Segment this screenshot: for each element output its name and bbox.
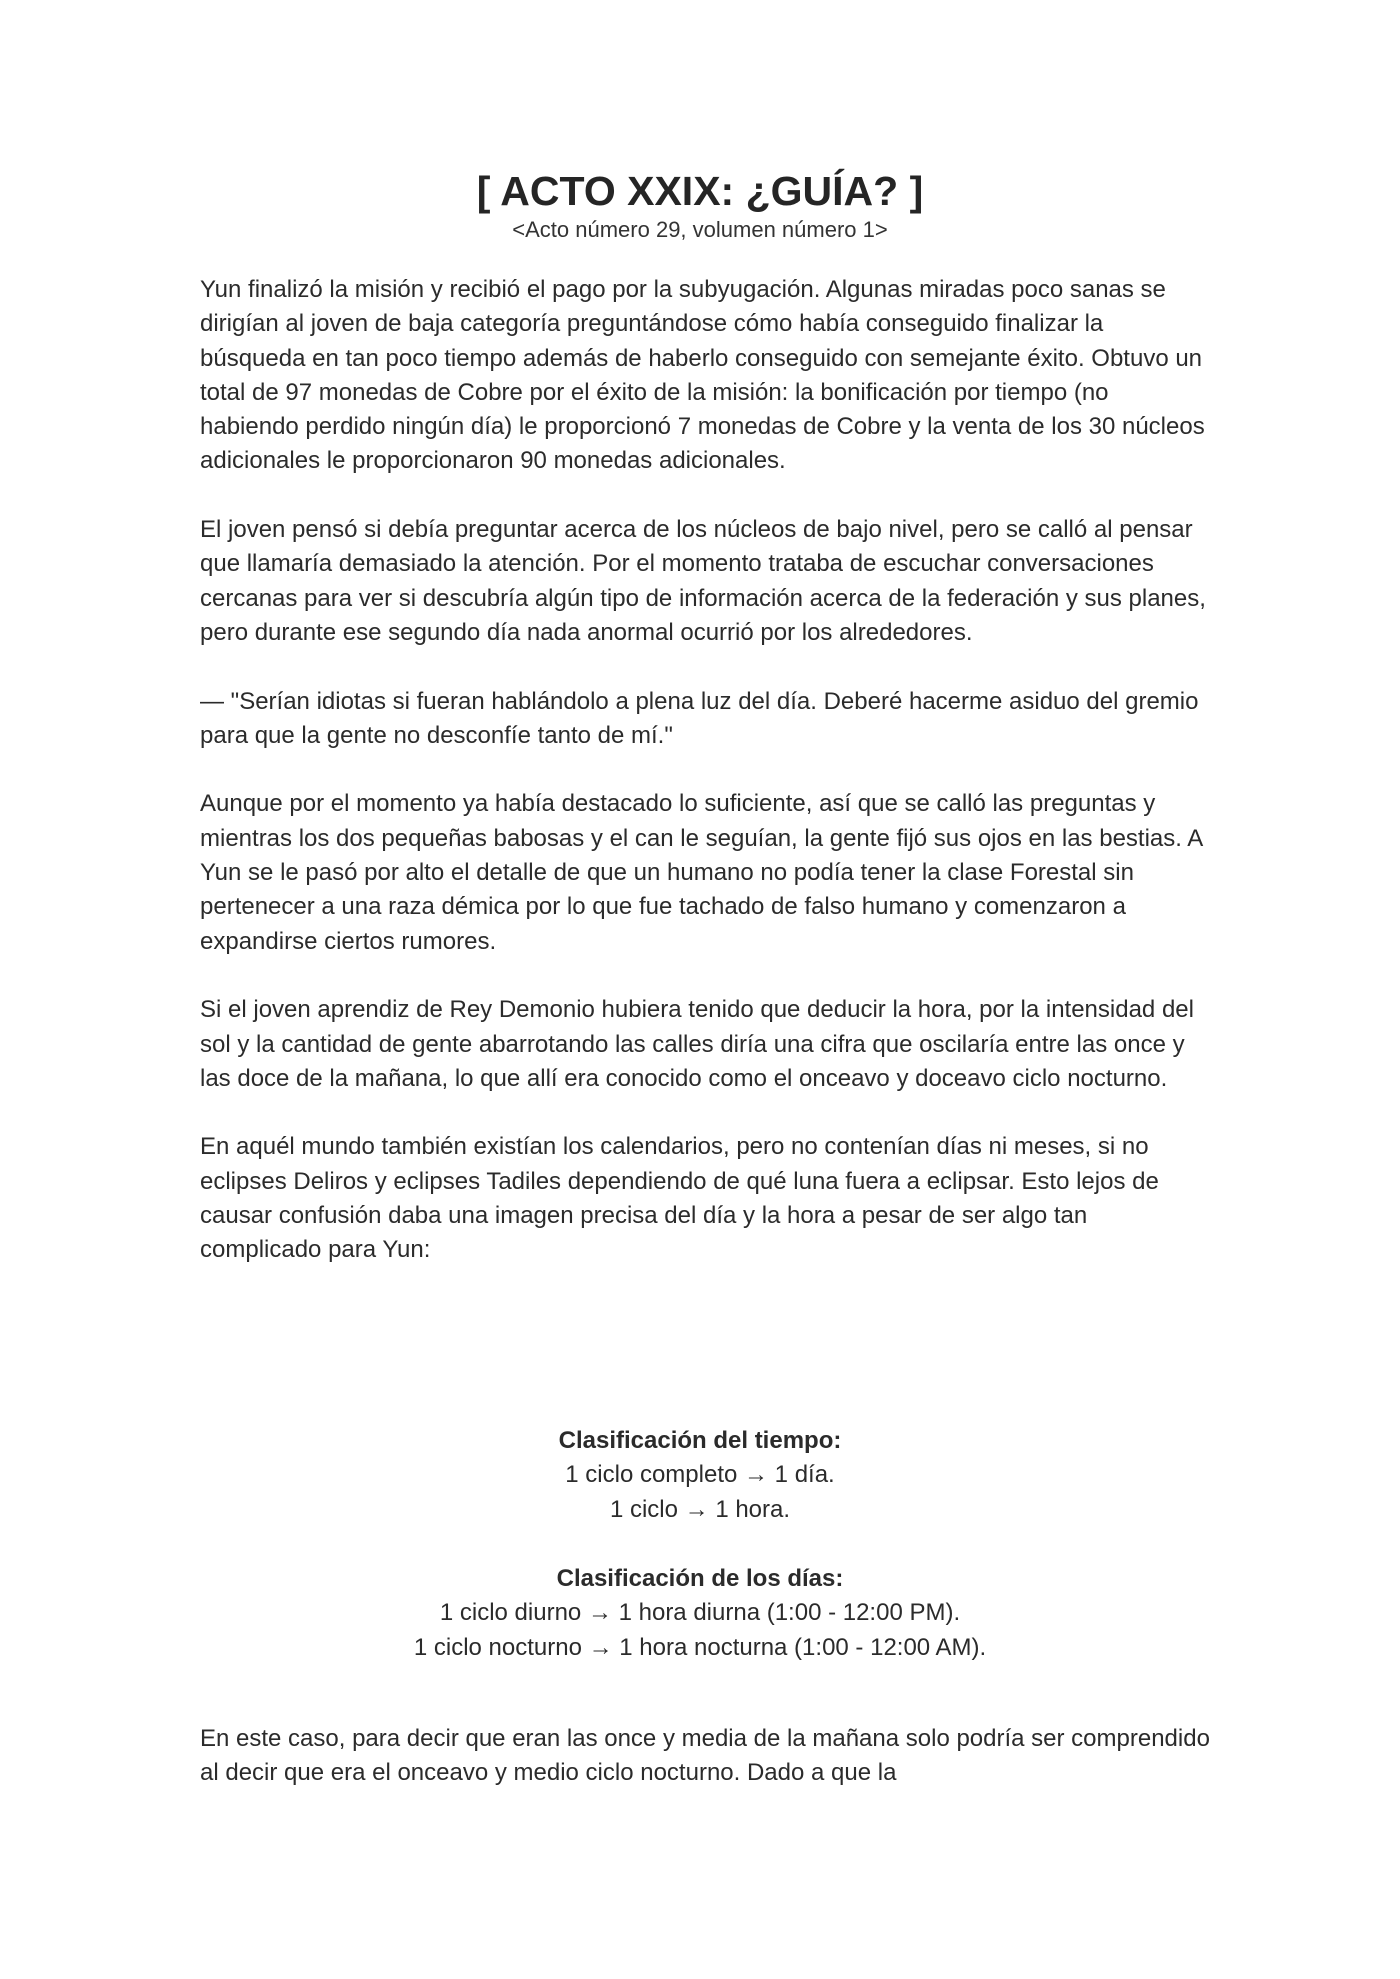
time-classification-line: 1 ciclo → 1 hora. <box>609 1495 791 1523</box>
paragraph: Si el joven aprendiz de Rey Demonio hubiera tenido que deducir la hora, por la intensidad del sol y la cantidad de gente abarrotando las calles diría una cifra que oscilaría entre las once y las doce de la mañana, lo que allí era conocido como el onceavo y doceavo ciclo nocturno. <box>200 996 1194 1092</box>
paragraph: Yun finalizó la misión y recibió el pago por la subyugación. Algunas miradas poco sanas se dirigían al joven de baja categoría preguntándose cómo había conseguido finalizar la búsqueda en tan poco tiempo además de haberlo conseguido con semejante éxito. Obtuvo un total de 97 monedas de Cobre por el éxito de la misión: la bonificación por tiempo (no habiendo perdido ningún día) le proporcionó 7 monedas de Cobre y la venta de los 30 núcleos adicionales le proporcionaron 90 monedas adicionales. <box>200 276 1205 475</box>
chapter-header <box>0 166 1400 244</box>
paragraph: En aquél mundo también existían los calendarios, pero no contenían días ni meses, si no eclipses Deliros y eclipses Tadiles dependiendo de qué luna fuera a eclipsar. Esto lejos de causar confusión daba una imagen precisa del día y la hora a pesar de ser algo tan complicado para Yun: <box>200 1133 1159 1264</box>
chapter-subtitle: <Acto número 29, volumen número 1> <box>512 217 888 242</box>
dialogue-paragraph: — "Serían idiotas si fueran hablándolo a plena luz del día. Deberé hacerme asiduo del gremio para que la gente no desconfíe tanto de mí." <box>200 687 1199 749</box>
time-classification-line: 1 ciclo completo → 1 día. <box>565 1461 835 1489</box>
time-classification-block <box>0 1424 1400 1527</box>
paragraph: En este caso, para decir que eran las once y media de la mañana solo podría ser comprendido al decir que era el onceavo y medio ciclo nocturno. Dado a que la <box>200 1725 1210 1787</box>
body-text <box>200 273 1210 1302</box>
chapter-title: [ ACTO XXIX: ¿GUÍA? ] <box>476 168 924 214</box>
time-classification-heading: Clasificación del tiempo: <box>558 1427 842 1454</box>
final-text <box>200 1722 1210 1825</box>
day-classification-line: 1 ciclo nocturno → 1 hora nocturna (1:00 - 12:00 AM). <box>413 1633 987 1661</box>
day-classification-block <box>0 1562 1400 1665</box>
paragraph: Aunque por el momento ya había destacado lo suficiente, así que se calló las preguntas y mientras los dos pequeñas babosas y el can le seguían, la gente fijó sus ojos en las bestias. A Yun se le pasó por alto el detalle de que un humano no podía tener la clase Forestal sin pertenecer a una raza démica por lo que fue tachado de falso humano y comenzaron a expandirse ciertos rumores. <box>200 790 1202 955</box>
paragraph: El joven pensó si debía preguntar acerca de los núcleos de bajo nivel, pero se calló al pensar que llamaría demasiado la atención. Por el momento trataba de escuchar conversaciones cercanas para ver si descubría algún tipo de información acerca de la federación y sus planes, pero durante ese segundo día nada anormal ocurrió por los alrededores. <box>200 516 1206 646</box>
day-classification-line: 1 ciclo diurno → 1 hora diurna (1:00 - 12:00 PM). <box>439 1599 961 1627</box>
day-classification-heading: Clasificación de los días: <box>556 1565 844 1592</box>
